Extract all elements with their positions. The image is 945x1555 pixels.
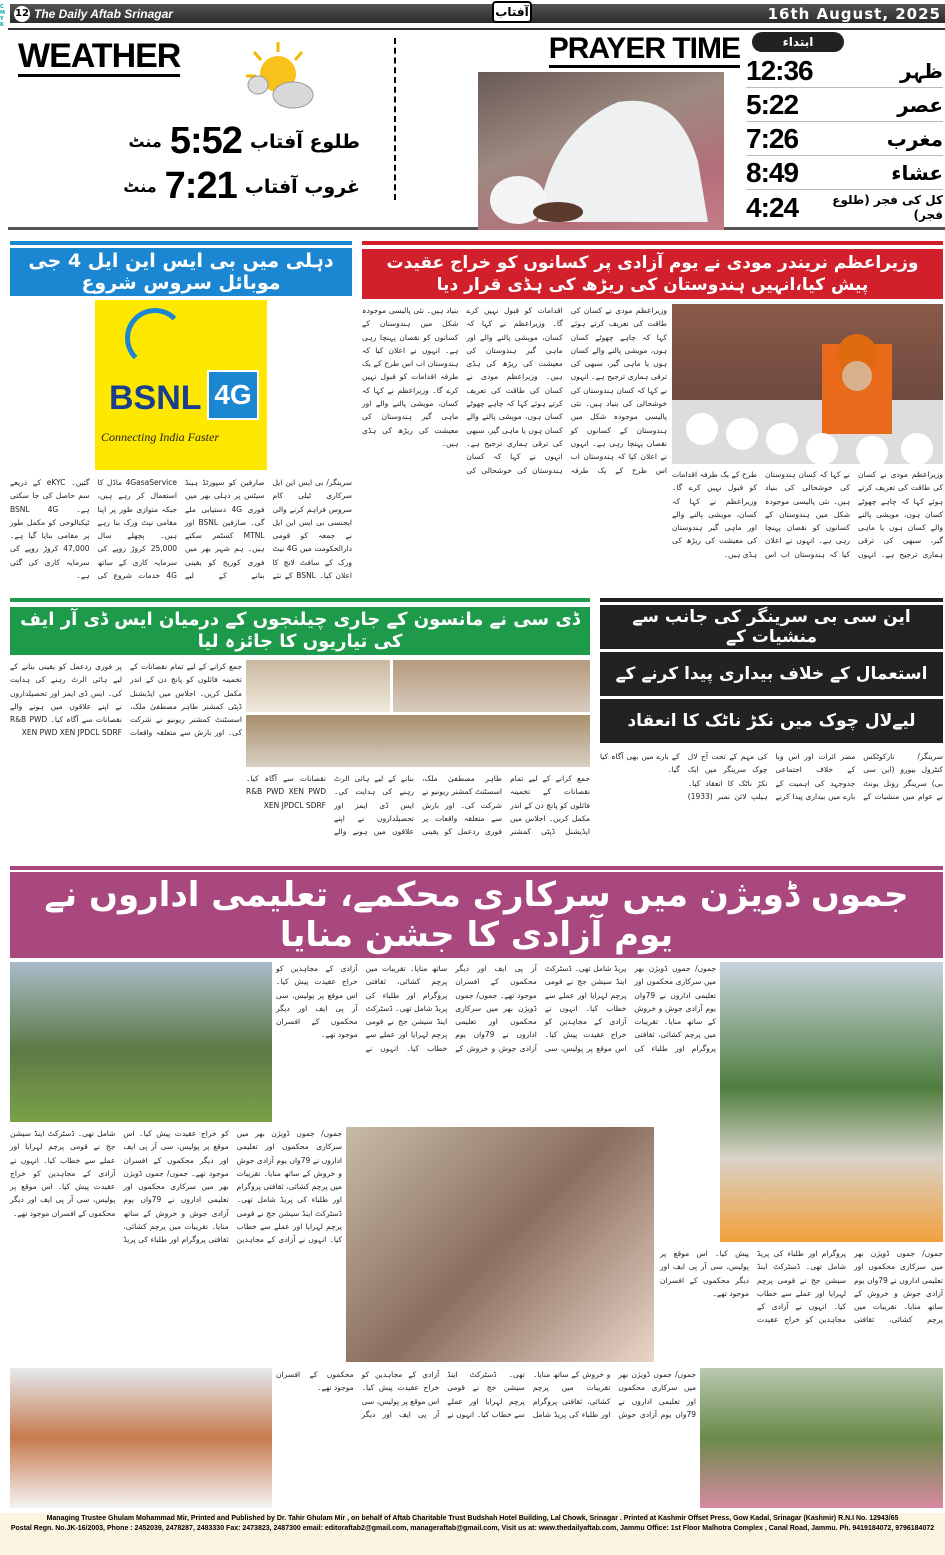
sunset-time: 7:21 [164,165,237,207]
ncb-headline [600,605,943,743]
prayer-time: 8:49 [746,156,799,188]
prayer-photo [478,72,724,230]
sunrise-unit: منٹ [128,132,162,151]
bsnl-logo-image [95,300,267,470]
dc-meeting-photo [393,660,590,712]
modi-article-body-top: وزیراعظم مودی نے کسان کی طاقت کی تعریف کرتے ہوئے کہا کہ چاہے چھوٹے کسان ہوں، مویشی پالنے والے کسان ہوں یا ماہی گیر، سبھی کی ترقی ہماری ترجیح ہے۔ انہوں نے کہا کہ کسان ہندوستان کی خوشحالی کی بنیاد ہیں۔ نئی پالیسی موجودہ شکل میں ہندوستان کے کسانوں کو نقصان پہنچا رہی ہے۔ انہوں نے اعلان کیا کہ ہندوستان اب اس طرح کے یک طرفہ اقدامات کو قبول نہیں کرے گا۔ وزیراعظم نے کہا کہ کسان، مویشی پالنے والے اور ماہی گیر ہندوستان کی معیشت کی ریڑھ کی ہڈی ہیں۔ وزیراعظم مودی نے کسان کی طاقت کی تعریف کرتے ہوئے کہا کہ چاہے چھوٹے کسان ہوں، مویشی پالنے والے کسان ہوں یا ماہی گیر، سبھی کی ترقی ہماری ترجیح ہے۔ انہوں نے کہا کہ کسان ہندوستان کی خوشحالی کی بنیاد ہیں۔ نئی پالیسی موجودہ شکل میں ہندوستان کے کسانوں کو نقصان پہنچا رہی ہے۔ انہوں نے اعلان کیا کہ ہندوستان اب اس طرح کے یک طرفہ اقدامات کو قبول نہیں کرے گا۔ وزیراعظم نے کہا کہ کسان، مویشی پالنے والے اور ماہی گیر ہندوستان کی معیشت کی ریڑھ کی ہڈی ہیں۔ [362,306,667,475]
section-rule [600,598,943,602]
jammu-collage-photo [346,1127,654,1362]
jammu-photo [10,962,272,1122]
bsnl-headline: دہلی میں بی ایس این ایل 4 جی موبائل سروس شروع [10,248,352,296]
sunset-unit: منٹ [123,177,157,196]
ncb-article-body: سرینگر/ نارکوٹکس کنٹرول بیورو (این سی بی) سرینگر زونل یونٹ نے عوام میں منشیات کے مضر اثرات اور اس وبا کے خلاف اجتماعی جدوجہد کی اہمیت کے بارے میں بیداری پیدا کرنے کی مہم کے تحت آج لال چوک سرینگر میں ایک نکڑ ناٹک کا انعقاد کیا۔ ہیلپ لائن نمبر (1933) کے بارے میں بھی آگاہ کیا گیا۔ [600,752,943,801]
jammu-article-body: جموں/ جموں ڈویژن بھر میں سرکاری محکموں اور تعلیمی اداروں نے 79واں یوم آزادی جوش و خروش کے ساتھ منایا۔ تقریبات میں پرچم کشائی، ثقافتی پروگرام اور طلباء کی پریڈ شامل تھی۔ ڈسٹرکٹ اینڈ سیشن جج نے قومی پرچم لہرایا اور عملے سے خطاب کیا۔ انہوں نے آزادی کے مجاہدین کو خراج عقیدت پیش کیا۔ اس موقع پر پولیس، سی آر پی ایف اور دیگر محکموں کے افسران موجود تھے۔ جموں/ جموں ڈویژن بھر میں سرکاری محکموں اور تعلیمی اداروں نے 79واں یوم آزادی جوش و خروش کے ساتھ منایا۔ تقریبات میں پرچم کشائی، ثقافتی پروگرام اور طلباء کی پریڈ شامل تھی۔ ڈسٹرکٹ اینڈ سیشن جج نے قومی پرچم لہرایا اور عملے سے خطاب کیا۔ انہوں نے آزادی کے مجاہدین کو خراج عقیدت پیش کیا۔ اس موقع پر پولیس، سی آر پی ایف اور دیگر محکموں کے افسران موجود تھے۔ [276,964,716,1053]
imprint-line: Postal Regn. No.JK-16/2003, Phone : 2452039, 2478287, 2483330 Fax: 2473823, 2487300 email: editoraftab2@gmail.com, manageraftab@gmail.com, Visit us at: www.thedailyaftab.com, Jammu Office: 1st Floor Malhotra Complex , Canal Road, Jammu. Ph. 9419184072, 9796184072 [10,1525,935,1532]
prayer-name: عشاء [891,160,943,185]
cmyk-marks: C M Y K [0,4,5,28]
headline-line: این سی بی سرینگر کی جانب سے منشیات کے [600,605,943,649]
sunset-row [30,165,360,208]
jammu-photo [700,1368,943,1508]
section-rule [10,598,590,602]
dc-meeting-photo [246,715,590,767]
prayer-title: PRAYER TIME [549,32,740,68]
paper-name: The Daily Aftab Srinagar [34,6,173,21]
prayer-time: 7:26 [746,122,799,154]
prayer-time: 12:36 [746,54,813,86]
masthead-bar [10,4,945,23]
sun-cloud-icon [238,40,318,110]
imprint-line: Managing Trustee Ghulam Mohammad Mir, Printed and Published by Dr. Tahir Ghulam Mir , on behalf of Aftab Charitable Trust Budshah Hotel Building, Lal Chowk, Srinagar . Printed at Kashmir Offset Press, Gow Kadal, Srinagar (Kashmir) R.N.I No. 12943/65 [46,1515,899,1522]
jammu-headline: جموں ڈویژن میں سرکاری محکمے، تعلیمی اداروں نے یوم آزادی کا جشن منایا [10,872,943,958]
bsnl-article-body [10,300,352,582]
headline-line: استعمال کے خلاف بیداری پیدا کرنے کے [600,652,943,696]
section-rule [10,241,352,245]
modi-article-body-bottom: وزیراعظم مودی نے کسان کی طاقت کی تعریف کرتے ہوئے کہا کہ چاہے چھوٹے کسان ہوں، مویشی پالنے والے کسان ہوں یا ماہی گیر، سبھی کی ترقی ہماری ترجیح ہے۔ انہوں نے کہا کہ کسان ہندوستان کی خوشحالی کی بنیاد ہیں۔ نئی پالیسی موجودہ شکل میں ہندوستان کے کسانوں کو نقصان پہنچا رہی ہے۔ انہوں نے اعلان کیا کہ ہندوستان اب اس طرح کے یک طرفہ اقدامات کو قبول نہیں کرے گا۔ وزیراعظم نے کہا کہ کسان، مویشی پالنے والے اور ماہی گیر ہندوستان کی معیشت کی ریڑھ کی ہڈی ہیں۔ [672,470,943,559]
bsnl-swoosh-icon [125,308,185,368]
prayer-time: 5:22 [746,88,799,120]
bsnl-4g-badge: 4G [207,370,259,420]
bsnl-logo-text: BSNL [109,379,202,417]
prayer-name: عصر [897,92,943,117]
jammu-article-body-4: جموں/ جموں ڈویژن بھر میں سرکاری محکموں اور تعلیمی اداروں نے 79واں یوم آزادی جوش و خروش کے ساتھ منایا۔ تقریبات میں پرچم کشائی، ثقافتی پروگرام اور طلباء کی پریڈ شامل تھی۔ ڈسٹرکٹ اینڈ سیشن جج نے قومی پرچم لہرایا اور عملے سے خطاب کیا۔ انہوں نے آزادی کے مجاہدین کو خراج عقیدت پیش کیا۔ اس موقع پر پولیس، سی آر پی ایف اور دیگر محکموں کے افسران موجود تھے۔ [276,1370,696,1419]
prayer-time: 4:24 [746,192,799,223]
prayer-name: مغرب [886,126,943,151]
section-rule [362,241,943,245]
weather-title: WEATHER [18,37,181,75]
modi-photo [672,304,943,464]
dc-article-body: جمع کرانے کے لیے تمام نقصانات کے تخمینہ فائلوں کو پانچ دن کے اندر مکمل کریں۔ اجلاس میں ایڈیشنل ڈپٹی کمشنر طاہر مصطفیٰ ملک، اسسٹنٹ کمشنر ریونیو نے شرکت کی۔ اور بارش سے متعلقہ واقعات پر فوری ردعمل کو یقینی بنانے کے لیے ہائی الرٹ رہنے کی ہدایت کی۔ ایس ڈی ایمز اور تحصیلداروں نے اپنے علاقوں میں ہونے والے نقصانات سے آگاہ کیا۔ R&B PWD XEN PWD XEN JPDCL SDRF [10,662,242,738]
sunrise-time: 5:52 [169,120,242,162]
bsnl-tagline: Connecting India Faster [101,430,219,444]
imprint-footer [0,1513,945,1555]
issue-date: 16th August, 2025 [767,4,941,23]
prayer-row [746,190,943,226]
headline-line: لیےلال چوک میں نکڑ ناٹک کا انعقاد [600,699,943,743]
prayer-row [746,156,943,190]
newspaper-logo: آفتاب [492,1,532,23]
prayer-row [746,54,943,88]
divider [394,38,396,200]
prayer-row [746,88,943,122]
prayer-name: کل کی فجر (طلوع فجر) [832,193,943,222]
dc-meeting-photo [246,660,390,712]
jammu-flag-hoisting-photo [720,962,943,1242]
article-text: سرینگر/ بی ایس این ایل سرکاری ٹیلی کام سروس فراہم کرنے والی ایجنسی بی ایس این ایل نے جمعہ کو قومی دارالحکومت میں 4G نیٹ ورک کے سافٹ لانچ کا اعلان کیا۔ BSNL کے نئے صارفین کو سپورٹڈ ہینڈ سیٹس پر دہلی بھر میں فوری 4G دستیابی ملے گی۔ صارفین BSNL اور MTNL کسٹمر سکتے ہیں۔ ہم شہر بھر میں فوری کوریج کو یقینی بنانے کے لیے 4GasaService ماڈل کا استعمال کر رہے ہیں، جبکہ متوازی طور پر اپنا مقامی نیٹ ورک بنا رہے ہیں۔ پچھلے سال 25,000 کروڑ روپے کی سرمایہ کاری کے ساتھ 4G خدمات شروع کی گئیں۔ eKYC کے ذریعے سم حاصل کی جا سکتی ہے۔ BSNL 4G ٹیکنالوجی کو مکمل طور پر مقامی بنایا گیا ہے۔ 47,000 کروڑ روپے کی سرمایہ کاری کی گئی ہے۔ [10,478,353,581]
jammu-article-body-3: جموں/ جموں ڈویژن بھر میں سرکاری محکموں اور تعلیمی اداروں نے 79واں یوم آزادی جوش و خروش کے ساتھ منایا۔ تقریبات میں پرچم کشائی، ثقافتی پروگرام اور طلباء کی پریڈ شامل تھی۔ ڈسٹرکٹ اینڈ سیشن جج نے قومی پرچم لہرایا اور عملے سے خطاب کیا۔ انہوں نے آزادی کے مجاہدین کو خراج عقیدت پیش کیا۔ اس موقع پر پولیس، سی آر پی ایف اور دیگر محکموں کے افسران موجود تھے۔ [660,1249,943,1325]
sunrise-row [30,120,360,163]
prayer-name: ظہر [900,58,943,83]
sunrise-label: طلوع آفتاب [249,130,360,153]
jammu-photo [10,1368,272,1508]
sunset-label: غروب آفتاب [244,175,360,198]
modi-headline: وزیراعظم نریندر مودی نے یوم آزادی پر کسانوں کو خراج عقیدت پیش کیا،انہیں ہندوستان کی ریڑھ کی ہڈی قرار دیا [362,249,943,299]
dc-headline: ڈی سی نے مانسون کے جاری چیلنجوں کے درمیان ایس ڈی آر ایف کی تیاریوں کا جائزہ لیا [10,607,590,655]
dc-article-body-lower: جمع کرانے کے لیے تمام نقصانات کے تخمینہ فائلوں کو پانچ دن کے اندر مکمل کریں۔ اجلاس میں ایڈیشنل ڈپٹی کمشنر طاہر مصطفیٰ ملک، اسسٹنٹ کمشنر ریونیو نے شرکت کی۔ اور بارش سے متعلقہ واقعات پر فوری ردعمل کو یقینی بنانے کے لیے ہائی الرٹ رہنے کی ہدایت کی۔ ایس ڈی ایمز اور تحصیلداروں نے اپنے علاقوں میں ہونے والے نقصانات سے آگاہ کیا۔ R&B PWD XEN PWD XEN JPDCL SDRF [246,774,590,837]
prayer-row [746,122,943,156]
jammu-article-body-2: جموں/ جموں ڈویژن بھر میں سرکاری محکموں اور تعلیمی اداروں نے 79واں یوم آزادی جوش و خروش کے ساتھ منایا۔ تقریبات میں پرچم کشائی، ثقافتی پروگرام اور طلباء کی پریڈ شامل تھی۔ ڈسٹرکٹ اینڈ سیشن جج نے قومی پرچم لہرایا اور عملے سے خطاب کیا۔ انہوں نے آزادی کے مجاہدین کو خراج عقیدت پیش کیا۔ اس موقع پر پولیس، سی آر پی ایف اور دیگر محکموں کے افسران موجود تھے۔ جموں/ جموں ڈویژن بھر میں سرکاری محکموں اور تعلیمی اداروں نے 79واں یوم آزادی جوش و خروش کے ساتھ منایا۔ تقریبات میں پرچم کشائی، ثقافتی پروگرام اور طلباء کی پریڈ شامل تھی۔ ڈسٹرکٹ اینڈ سیشن جج نے قومی پرچم لہرایا اور عملے سے خطاب کیا۔ انہوں نے آزادی کے مجاہدین کو خراج عقیدت پیش کیا۔ اس موقع پر پولیس، سی آر پی ایف اور دیگر محکموں کے افسران موجود تھے۔ [10,1129,342,1245]
start-label: ابتداء [752,32,844,52]
prayer-title-wrap [478,32,740,66]
prayer-times-list [746,54,943,226]
section-rule [10,866,943,870]
page-number: 12 [14,6,30,22]
